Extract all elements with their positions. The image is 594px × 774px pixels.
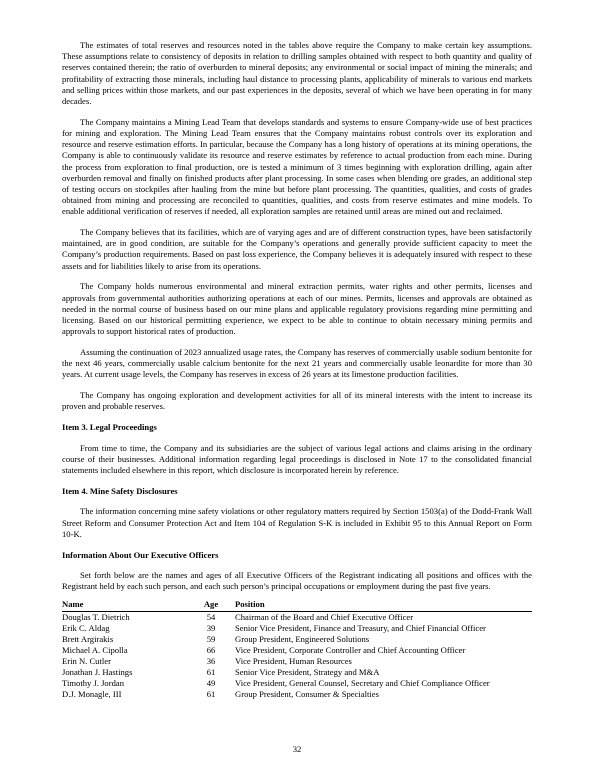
table-row bbox=[62, 634, 532, 645]
officer-name: Jonathan J. Hastings bbox=[62, 666, 133, 677]
document-page bbox=[62, 40, 532, 700]
officer-name: Timothy J. Jordan bbox=[62, 677, 124, 688]
table-row bbox=[62, 612, 532, 623]
officer-age: 49 bbox=[206, 677, 216, 688]
reserves-assumptions-paragraph: The estimates of total reserves and resources noted in the tables above require the Company to make certain key assumptions. These assumptions relate to consistency of deposits in relation to drilling samples obtained with respect to both quantity and quality of reserves contained therein; the ratio of overburden to mineral deposits; any environmental or social impact of mining the minerals; and profitability of extracting those minerals, including haul distance to processing plants, applicability of minerals to various end markets and selling prices within those markets, and our past experiences in the deposits, several of which we have been operating in for many decades. bbox=[62, 40, 532, 107]
facilities-paragraph: The Company believes that its facilities, which are of varying ages and are of different construction types, have been satisfactorily maintained, are in good condition, are suitable for the Company’s operations and generally provide sufficient capacity to meet the Company’s production requirements. Based on past loss experience, the Company believes it is adequately insured with respect to these assets and for liabilities likely to arise from its operations. bbox=[62, 227, 532, 271]
officer-position: Vice President, General Counsel, Secretary and Chief Compliance Officer bbox=[235, 677, 490, 688]
exploration-paragraph: The Company has ongoing exploration and development activities for all of its mineral interests with the intent to increase its proven and probable reserves. bbox=[62, 389, 532, 412]
name-column-header: Name bbox=[62, 599, 162, 612]
officer-age: 61 bbox=[206, 666, 216, 677]
usage-rates-paragraph: Assuming the continuation of 2023 annualized usage rates, the Company has reserves of commercially usable sodium bentonite for the next 46 years, commercially usable calcium bentonite for the next 21 years and commercially usable leonardite for more than 30 years. At current usage levels, the Company has reserves in excess of 26 years at its limestone production facilities. bbox=[62, 346, 532, 380]
officer-age: 36 bbox=[206, 655, 216, 666]
mining-lead-team-paragraph: The Company maintains a Mining Lead Team that develops standards and systems to ensure Company-wide use of best practices for mining and exploration. The Mining Lead Team ensures that the Company maintains robust controls over its exploration and resource and reserve estimation efforts. In particular, because the Company has a long history of operations at its mining operations, the Company is able to continuously validate its resource and reserve estimates by reference to actual production from each mine. During the process from exploration to final production, ore is tested a minimum of 3 times beginning with exploration drilling, again after overburden removal and finally on finished products after plant processing. In some cases when blending ore grades, an additional step of testing occurs on stockpiles after hauling from the mine but before plant processing. The quantities, qualities, and costs of grades obtained from mining and processing are reconciled to quantities, qualities, and costs from reserve estimates and mine models. To enable additional verification of reserves if needed, all exploration samples are retained until areas are mined out and reclaimed. bbox=[62, 116, 532, 217]
legal-proceedings-paragraph: From time to time, the Company and its subsidiaries are the subject of various legal actions and claims arising in the ordinary course of their businesses. Additional information regarding legal proceedings is disclosed in Note 17 to the consolidated financial statements included elsewhere in this report, which disclosure is incorporated herein by reference. bbox=[62, 442, 532, 475]
page-number: 32 bbox=[292, 744, 302, 754]
table-row bbox=[62, 656, 532, 667]
position-column-header: Position bbox=[235, 599, 532, 612]
officer-name: D.J. Monagle, III bbox=[62, 688, 122, 699]
item3-heading: Item 3. Legal Proceedings bbox=[62, 421, 157, 432]
officer-position: Chairman of the Board and Chief Executive Officer bbox=[235, 612, 414, 623]
item4-heading: Item 4. Mine Safety Disclosures bbox=[62, 485, 178, 496]
table-row bbox=[62, 667, 532, 678]
officer-name: Erin N. Cutler bbox=[62, 655, 111, 666]
officer-name: Erik C. Aldag bbox=[62, 623, 110, 634]
officer-position: Vice President, Human Resources bbox=[235, 655, 352, 666]
executive-officers-intro: Set forth below are the names and ages of all Executive Officers of the Registrant indicating all positions and offices with the Registrant held by each such person, and each such person’s principal occupations or employment during the past five years. bbox=[62, 570, 532, 592]
table-row bbox=[62, 623, 532, 634]
officer-age: 54 bbox=[206, 612, 216, 623]
officer-name: Douglas T. Dietrich bbox=[62, 612, 130, 623]
officer-position: Vice President, Corporate Controller and Chief Accounting Officer bbox=[235, 645, 466, 656]
executive-officers-table bbox=[62, 599, 532, 699]
officer-name: Brett Argirakis bbox=[62, 634, 114, 645]
officer-position: Group President, Engineered Solutions bbox=[235, 634, 370, 645]
officer-name: Michael A. Cipolla bbox=[62, 645, 128, 656]
officer-position: Senior Vice President, Finance and Treasury, and Chief Financial Officer bbox=[235, 623, 486, 634]
table-row bbox=[62, 689, 532, 700]
officer-position: Senior Vice President, Strategy and M&A bbox=[235, 666, 380, 677]
permits-paragraph: The Company holds numerous environmental and mineral extraction permits, water rights and other permits, licenses and approvals from governmental authorities authorizing operations at each of our mines. Permits, licenses and approvals are obtained as needed in the normal course of business based on our mine plans and applicable regulatory provisions regarding mine permitting and licensing. Based on our historical permitting experience, we expect to be able to continue to obtain necessary mining permits and approvals to support historical rates of production. bbox=[62, 281, 532, 337]
officer-age: 39 bbox=[206, 623, 216, 634]
executive-officers-heading: Information About Our Executive Officers bbox=[62, 549, 219, 560]
officer-age: 61 bbox=[206, 688, 216, 699]
officer-age: 66 bbox=[206, 645, 216, 656]
table-row bbox=[62, 645, 532, 656]
age-column-header: Age bbox=[199, 599, 223, 612]
table-header-row bbox=[62, 599, 532, 612]
table-row bbox=[62, 678, 532, 689]
officer-position: Group President, Consumer & Specialties bbox=[235, 688, 379, 699]
mine-safety-paragraph: The information concerning mine safety violations or other regulatory matters required by Section 1503(a) of the Dodd-Frank Wall Street Reform and Consumer Protection Act and Item 104 of Regulation S-K is included in Exhibit 95 to this Annual Report on Form 10-K. bbox=[62, 506, 532, 539]
officer-age: 59 bbox=[206, 634, 216, 645]
